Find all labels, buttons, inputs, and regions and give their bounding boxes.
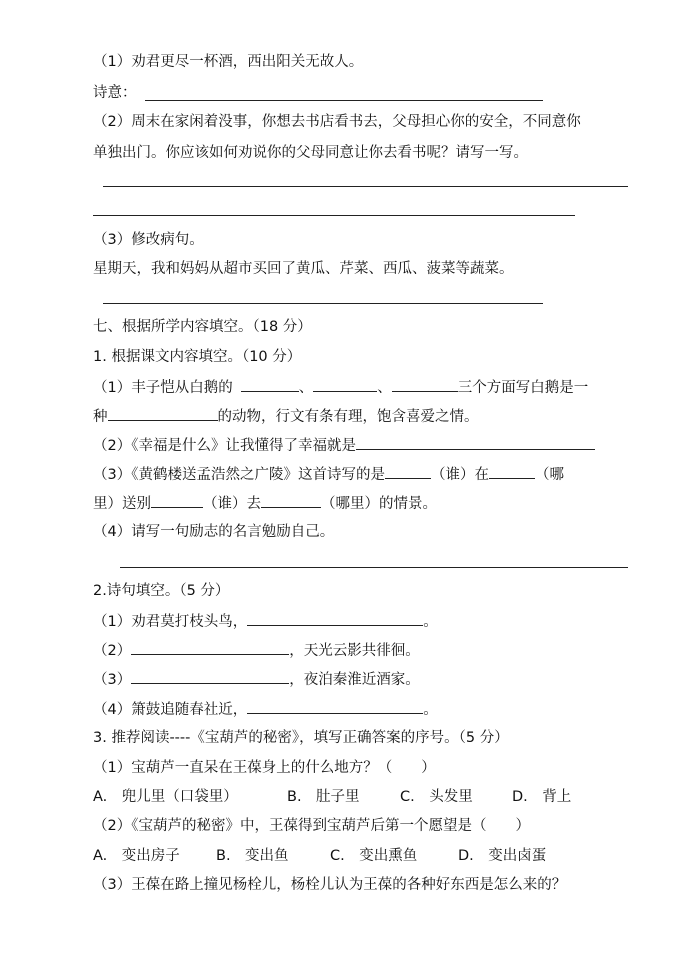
question-2-answer-line-1[interactable] [103, 186, 628, 187]
reading-q2: （2）《宝葫芦的秘密》中，王葆得到宝葫芦后第一个愿望是（ ） [93, 818, 530, 834]
question-3-answer-line[interactable] [103, 303, 543, 304]
blank-who-1[interactable] [385, 464, 431, 479]
poem-fill-4: （4）箫鼓追随春社近， 。 [93, 699, 438, 720]
reading-q1-option-c[interactable]: C. 头发里 [400, 789, 473, 805]
reading-q1-option-b[interactable]: B. 肚子里 [287, 789, 360, 805]
blank-goose-trait[interactable] [108, 406, 218, 421]
fill-1-line-1: （1）丰子恺从白鹅的 、 、 三个方面写白鹅是一 [93, 377, 588, 398]
poem-fill-2: （2） ，天光云影共徘徊。 [93, 640, 420, 661]
reading-q3: （3）王葆在路上撞见杨栓儿，杨栓儿认为王葆的各种好东西是怎么来的？ [93, 877, 567, 893]
blank-poem-3[interactable] [131, 669, 289, 684]
blank-poem-4[interactable] [247, 699, 423, 714]
blank-poem-2[interactable] [131, 640, 289, 655]
reading-q1: （1）宝葫芦一直呆在王葆身上的什么地方？（ ） [93, 760, 436, 776]
blank-who-2[interactable] [151, 493, 203, 508]
question-2-line-1: （2）周末在家闲着没事，你想去书店看书去，父母担心你的安全，不同意你 [93, 114, 581, 130]
subsection-1-title: 1. 根据课文内容填空。（10 分） [93, 349, 302, 365]
reading-q2-option-c[interactable]: C. 变出熏鱼 [330, 848, 418, 864]
reading-q1-option-a[interactable]: A. 兜儿里（口袋里） [93, 789, 238, 805]
poem-line-1: （1）劝君更尽一杯酒，西出阳关无故人。 [93, 54, 364, 70]
sick-sentence: 星期天，我和妈妈从超市买回了黄瓜、芹菜、西瓜、菠菜等蔬菜。 [93, 261, 514, 277]
reading-q2-option-a[interactable]: A. 变出房子 [93, 848, 180, 864]
section-7-title: 七、根据所学内容填空。（18 分） [93, 319, 312, 335]
blank-where-2[interactable] [261, 493, 321, 508]
fill-3-line-1: （3）《黄鹤楼送孟浩然之广陵》这首诗写的是 （谁）在 （哪 [93, 464, 564, 485]
poem-fill-1: （1）劝君莫打枝头鸟， 。 [93, 611, 438, 632]
fill-1-line-2: 种 的动物，行文有条有理，饱含喜爱之情。 [93, 406, 479, 427]
subsection-3-title: 3. 推荐阅读----《宝葫芦的秘密》，填写正确答案的序号。（5 分） [93, 730, 509, 746]
blank-poem-1[interactable] [247, 611, 423, 626]
poem-meaning-answer-line[interactable] [145, 100, 543, 101]
blank-goose-2[interactable] [313, 377, 377, 392]
blank-goose-1[interactable] [241, 377, 299, 392]
reading-q1-option-d[interactable]: D. 背上 [512, 789, 572, 805]
question-3-title: （3）修改病句。 [93, 232, 204, 248]
motto-answer-line[interactable] [120, 567, 628, 568]
fill-3-line-2: 里）送别 （谁）去 （哪里）的情景。 [93, 493, 437, 514]
reading-q2-option-b[interactable]: B. 变出鱼 [216, 848, 289, 864]
question-2-line-2: 单独出门。你应该如何劝说你的父母同意让你去看书呢？请写一写。 [93, 145, 528, 161]
poem-meaning-label: 诗意： [93, 85, 137, 101]
reading-q2-option-d[interactable]: D. 变出卤蛋 [458, 848, 547, 864]
blank-happiness[interactable] [356, 435, 595, 450]
subsection-2-title: 2.诗句填空。（5 分） [93, 583, 230, 599]
poem-fill-3: （3） ，夜泊秦淮近酒家。 [93, 669, 420, 690]
blank-where-1[interactable] [489, 464, 535, 479]
question-2-answer-line-2[interactable] [93, 215, 575, 216]
fill-4-line: （4）请写一句励志的名言勉励自己。 [93, 524, 335, 540]
fill-2-line: （2）《幸福是什么》让我懂得了幸福就是 [93, 435, 595, 456]
blank-goose-3[interactable] [392, 377, 458, 392]
